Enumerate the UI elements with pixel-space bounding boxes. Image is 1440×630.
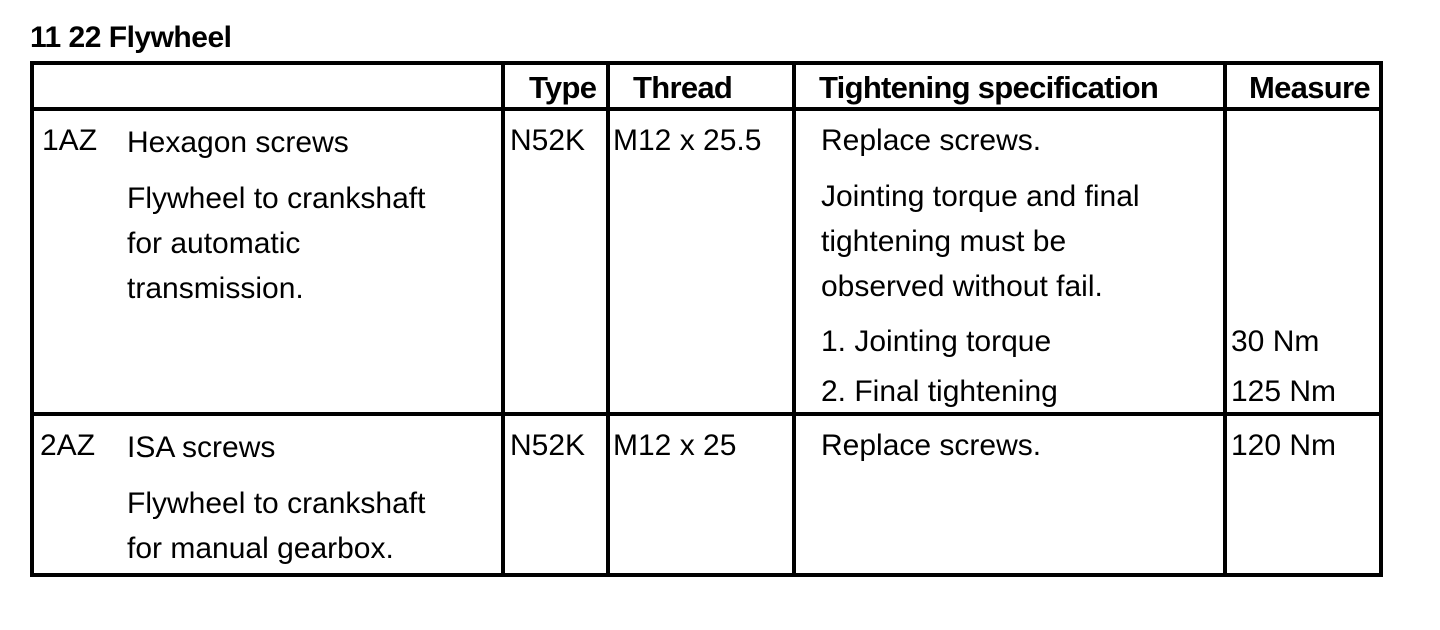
measure-value: 120 Nm	[1231, 429, 1337, 462]
row-id: 2AZ	[40, 429, 96, 462]
part-name: Hexagon screws	[127, 126, 349, 159]
spec-step: 2. Final tightening	[821, 375, 1058, 408]
row-divider	[30, 412, 1383, 416]
header-divider	[30, 107, 1383, 111]
description-line: Flywheel to crankshaft	[127, 487, 426, 520]
type-value: N52K	[510, 124, 586, 157]
description-line: transmission.	[127, 272, 304, 305]
spec-line: Jointing torque and final	[821, 180, 1140, 213]
measure-value: 125 Nm	[1231, 375, 1337, 408]
column-divider	[606, 61, 610, 577]
description-line: for manual gearbox.	[127, 532, 394, 565]
spec-line: Replace screws.	[821, 124, 1042, 157]
row-id: 1AZ	[42, 124, 98, 157]
spec-line: observed without fail.	[821, 270, 1103, 303]
description-line: for automatic	[127, 227, 301, 260]
measure-value: 30 Nm	[1231, 325, 1320, 358]
header-type: Type	[529, 70, 597, 105]
spec-line: tightening must be	[821, 225, 1067, 258]
thread-value: M12 x 25	[613, 429, 737, 462]
description-line: Flywheel to crankshaft	[127, 182, 426, 215]
spec-line: Replace screws.	[821, 429, 1042, 462]
header-thread: Thread	[633, 70, 733, 105]
column-divider	[792, 61, 796, 577]
column-divider	[1223, 61, 1227, 577]
spec-step: 1. Jointing torque	[821, 325, 1052, 358]
part-name: ISA screws	[127, 431, 276, 464]
thread-value: M12 x 25.5	[613, 124, 762, 157]
column-divider	[501, 61, 505, 577]
type-value: N52K	[510, 429, 586, 462]
header-measure: Measure	[1249, 70, 1370, 105]
page-title: 11 22 Flywheel	[30, 21, 232, 54]
header-tightening-specification: Tightening specification	[819, 70, 1159, 105]
